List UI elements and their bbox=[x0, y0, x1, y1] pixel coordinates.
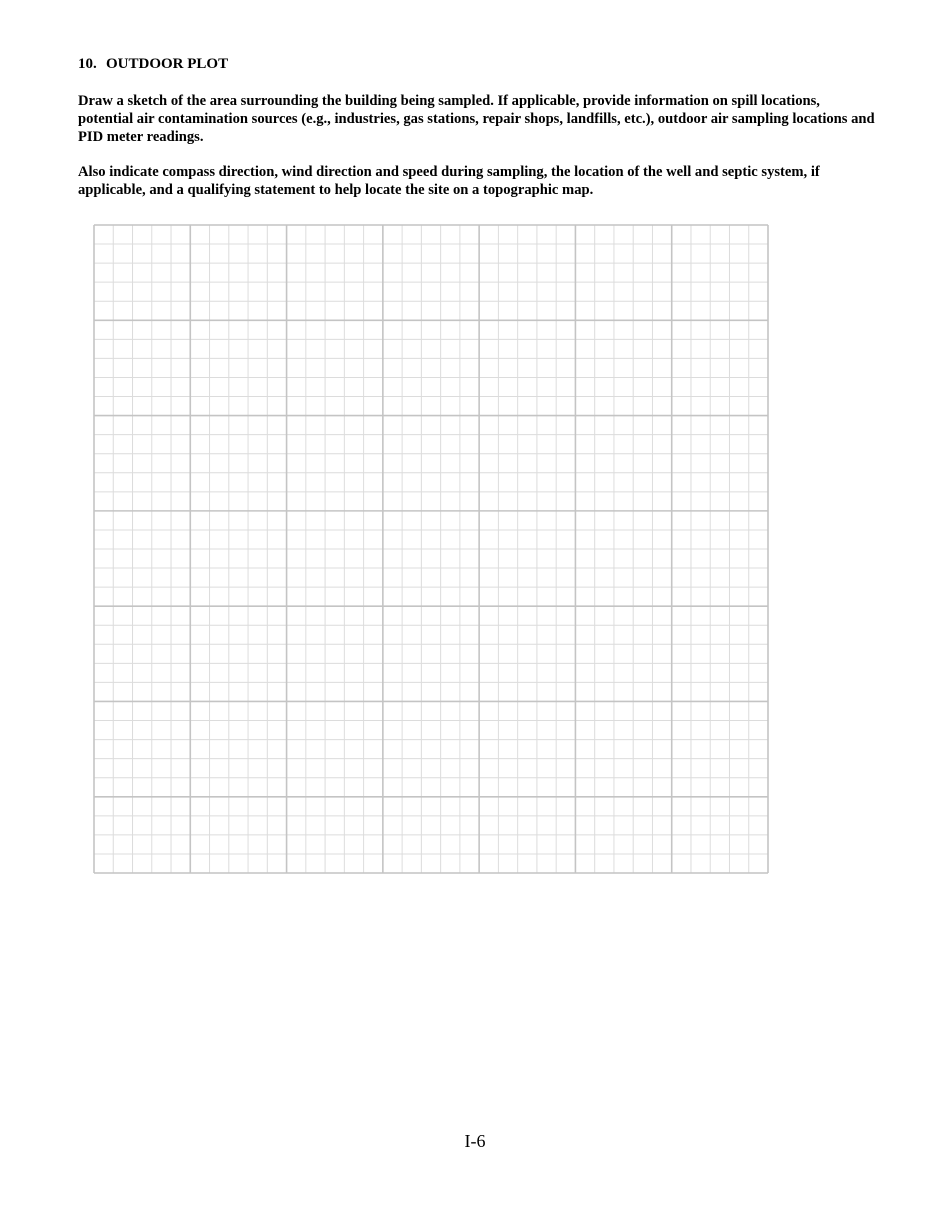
sketch-grid-area[interactable] bbox=[93, 224, 769, 874]
section-title: OUTDOOR PLOT bbox=[106, 56, 229, 72]
instructions-paragraph-2: Also indicate compass direction, wind direction and speed during sampling, the location of the well and septic system, if applicable, and a qualifying statement to help locate the site on a topographic map. bbox=[78, 164, 820, 198]
section-heading bbox=[78, 56, 228, 73]
instructions-paragraph-1: Draw a sketch of the area surrounding the building being sampled. If applicable, provide information on spill locations, potential air contamination sources (e.g., industries, gas stations, repair shops, landfills, etc.), outdoor air sampling locations and PID meter readings. bbox=[78, 93, 875, 145]
section-number: 10. bbox=[78, 56, 97, 72]
page-number: I-6 bbox=[464, 1131, 486, 1151]
